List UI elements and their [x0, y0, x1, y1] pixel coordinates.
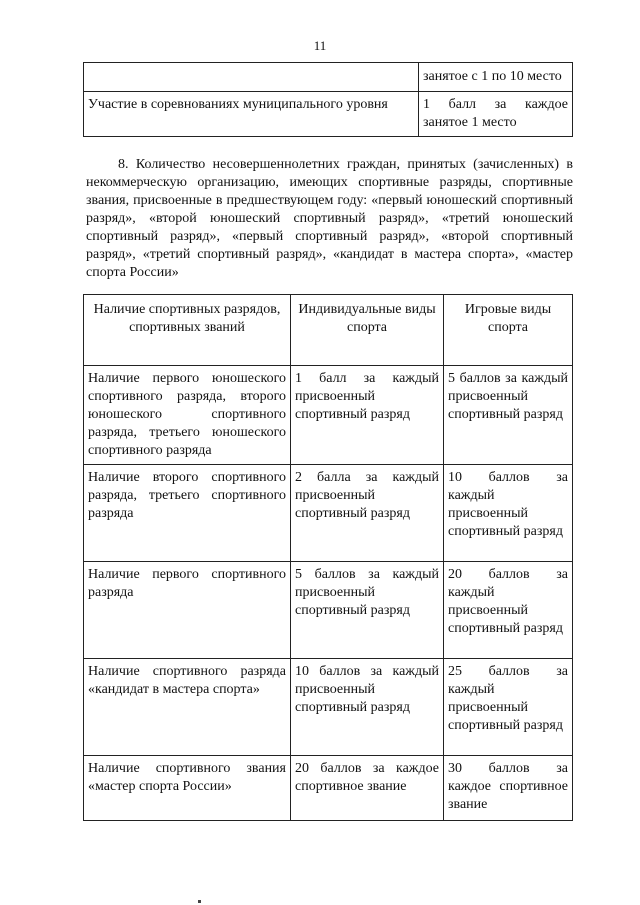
section-paragraph-8: 8. Количество несовершеннолетних граждан, принятых (зачисленных) в некоммерческую организацию, имеющих спортивные разряды, спортивные звания, присвоенные в предшествующем году: «первый юношеский спортивный разряд», «второй юношеский спортивный разряд», «третий юношеский спортивный разряд», «первый спортивный разряд», «второй спортивный разряд», «третий спортивный разряд», «кандидат в мастера спорта», «мастер спорта России»	[86, 157, 573, 280]
team-points-cell: 20 баллов за каждый присвоенный спортивный разряд	[444, 562, 573, 659]
points-cell: 1 балл за каждое занятое 1 место	[419, 92, 573, 137]
team-points-cell: 25 баллов за каждый присвоенный спортивный разряд	[444, 659, 573, 756]
rank-category-cell: Наличие спортивного разряда «кандидат в мастера спорта»	[84, 659, 291, 756]
criteria-cell: Участие в соревнованиях муниципального уровня	[84, 92, 419, 137]
header-individual-sports: Индивидуальные виды спорта	[291, 295, 444, 366]
table-row	[84, 92, 573, 137]
team-points-cell: 30 баллов за каждое спортивное звание	[444, 756, 573, 821]
rank-category-cell: Наличие первого юношеского спортивного разряда, второго юношеского спортивного разряда, третьего юношеского спортивного разряда	[84, 366, 291, 465]
criteria-table-continued	[83, 62, 573, 137]
team-points-cell: 10 баллов за каждый присвоенный спортивный разряд	[444, 465, 573, 562]
page-number: 11	[313, 38, 327, 53]
scan-speck	[198, 900, 201, 903]
individual-points-cell: 1 балл за каждый присвоенный спортивный разряд	[291, 366, 444, 465]
table-row	[84, 756, 573, 821]
header-team-sports: Игровые виды спорта	[444, 295, 573, 366]
rank-category-cell: Наличие первого спортивного разряда	[84, 562, 291, 659]
table-header-row	[84, 295, 573, 366]
criteria-cell	[84, 63, 419, 92]
header-ranks: Наличие спортивных разрядов, спортивных званий	[84, 295, 291, 366]
individual-points-cell: 5 баллов за каждый присвоенный спортивный разряд	[291, 562, 444, 659]
table-row	[84, 366, 573, 465]
points-cell: занятое с 1 по 10 место	[419, 63, 573, 92]
rank-category-cell: Наличие спортивного звания «мастер спорта России»	[84, 756, 291, 821]
individual-points-cell: 2 балла за каждый присвоенный спортивный разряд	[291, 465, 444, 562]
table-row	[84, 465, 573, 562]
table-row	[84, 659, 573, 756]
rank-category-cell: Наличие второго спортивного разряда, третьего спортивного разряда	[84, 465, 291, 562]
individual-points-cell: 20 баллов за каждое спортивное звание	[291, 756, 444, 821]
table-row	[84, 562, 573, 659]
individual-points-cell: 10 баллов за каждый присвоенный спортивный разряд	[291, 659, 444, 756]
sports-ranks-table	[83, 294, 573, 821]
table-row	[84, 63, 573, 92]
team-points-cell: 5 баллов за каждый присвоенный спортивный разряд	[444, 366, 573, 465]
